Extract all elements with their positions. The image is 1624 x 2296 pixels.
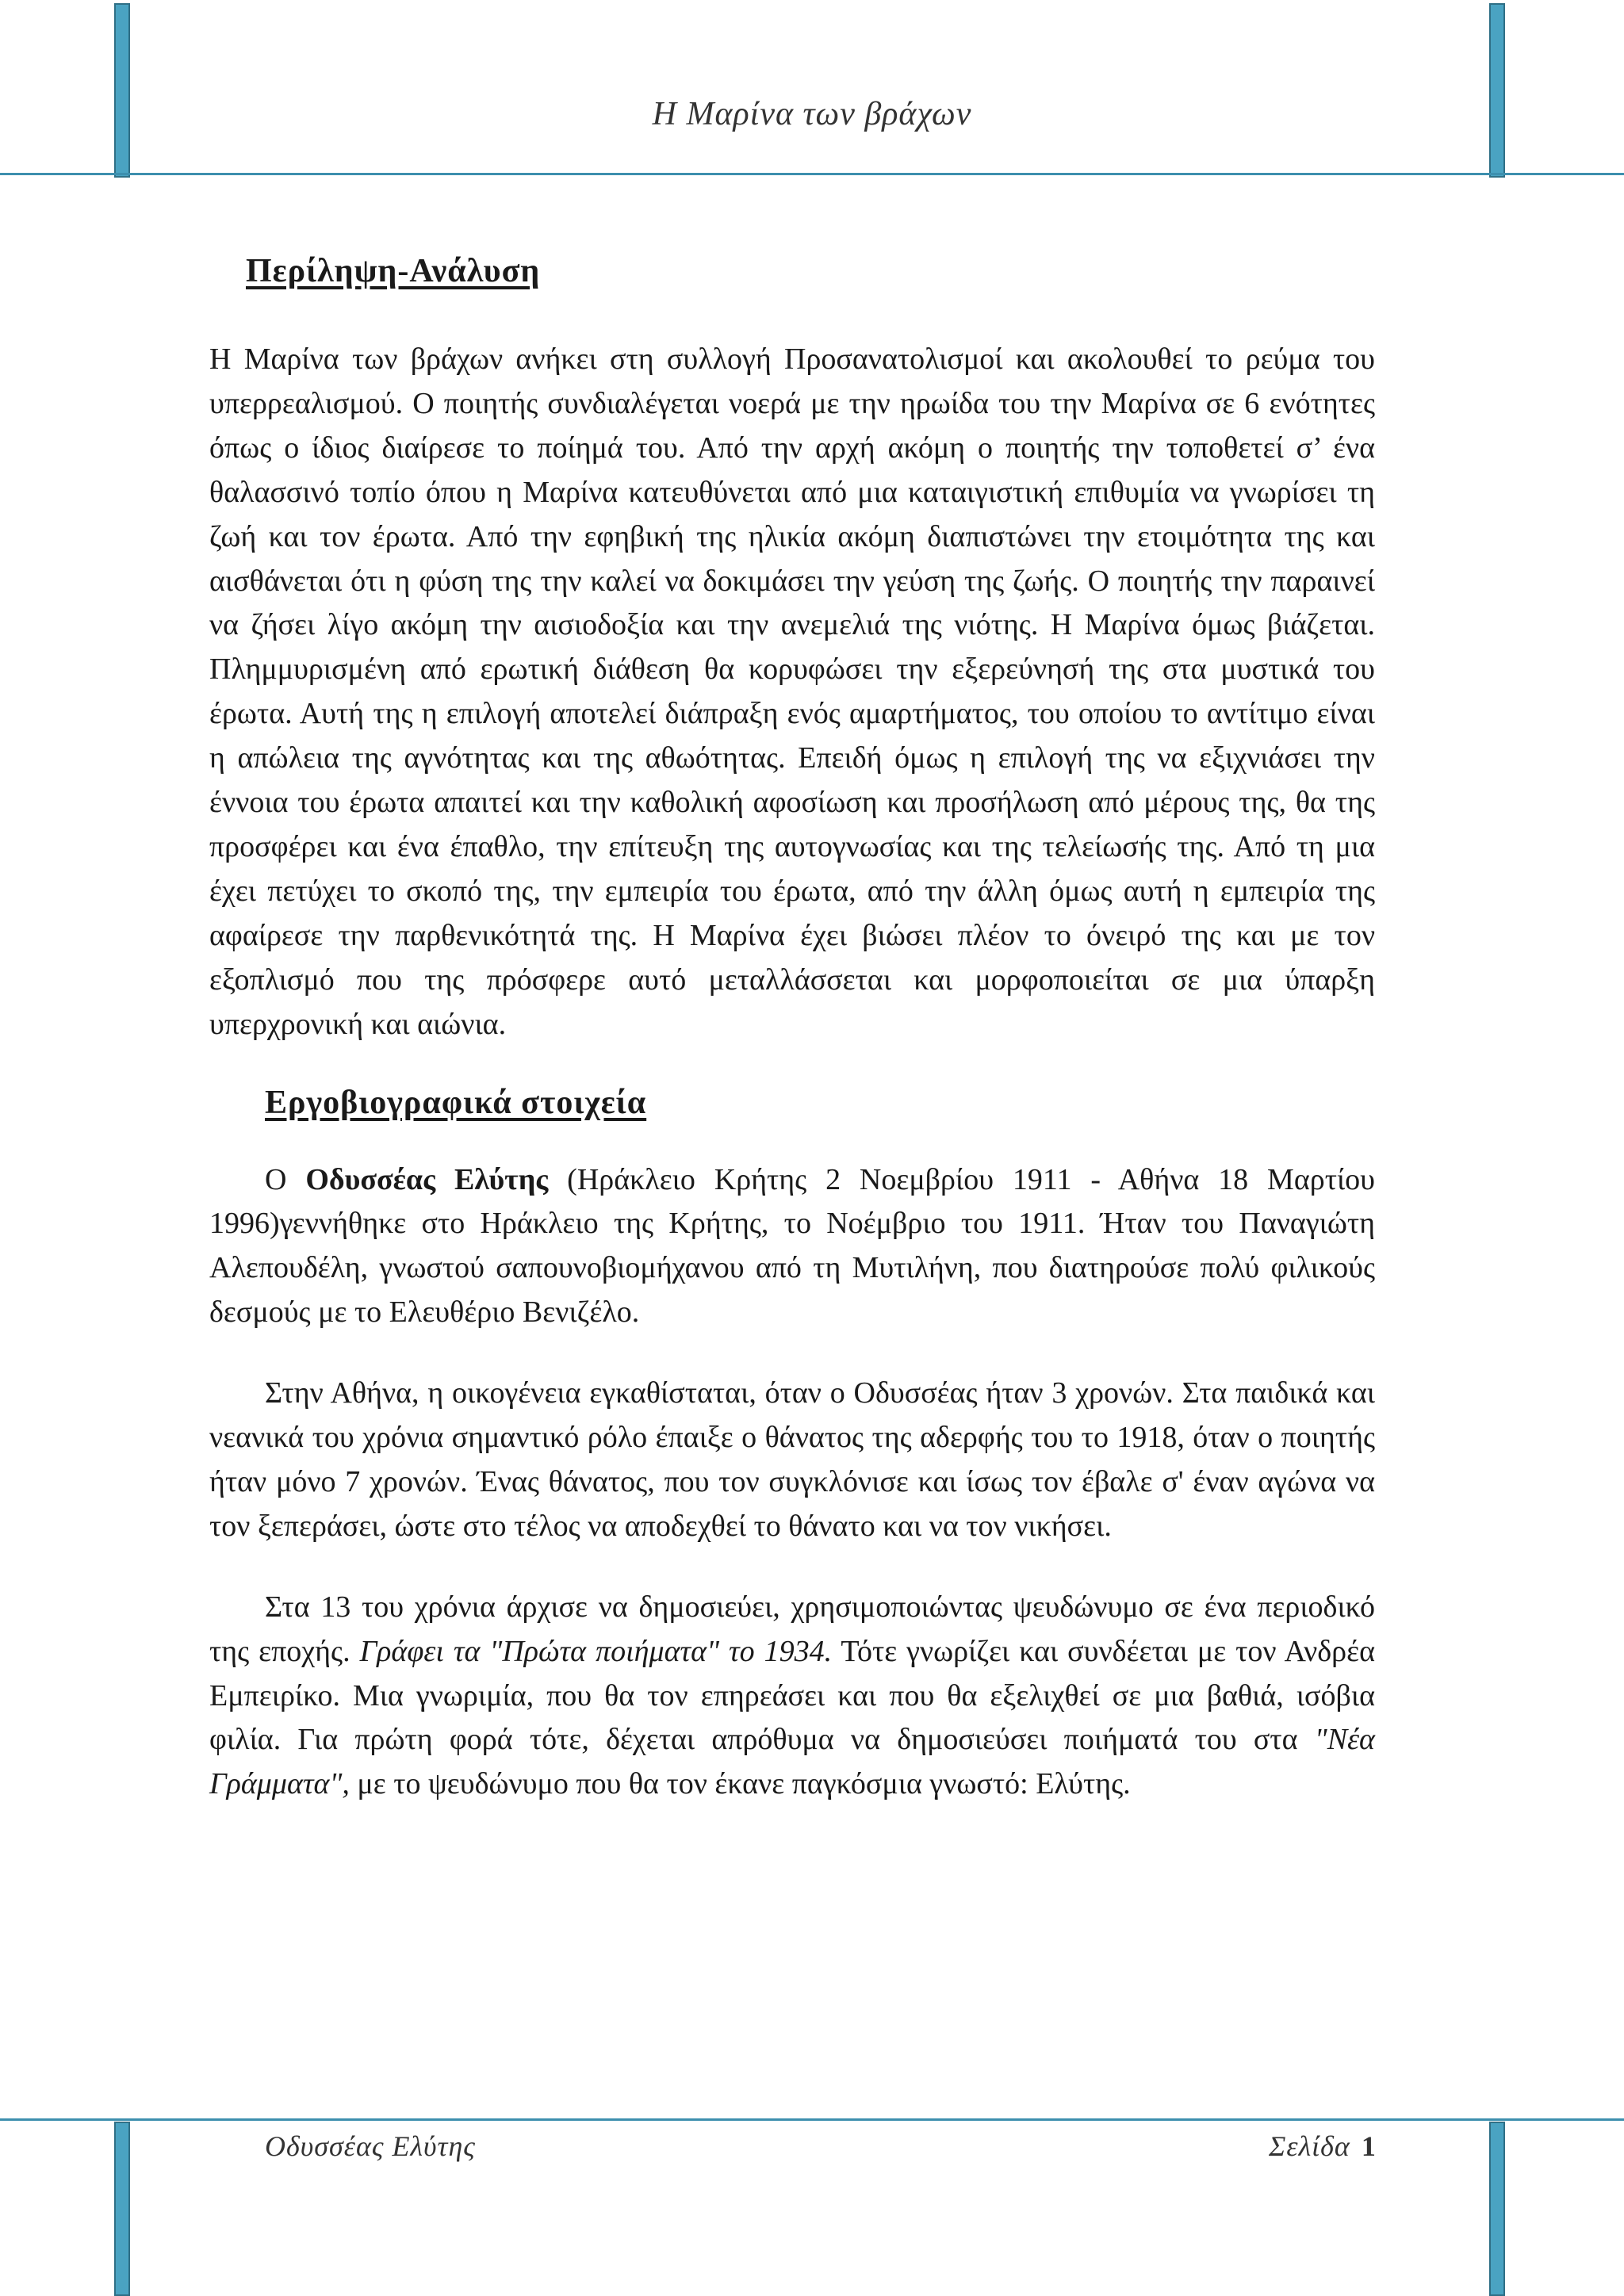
header-rule: [0, 173, 1624, 175]
header-left-bar: [114, 3, 130, 178]
poet-name: Οδυσσέας Ελύτης: [305, 1162, 549, 1196]
page-body: [209, 252, 1375, 1807]
footer-right-bar: [1489, 2122, 1505, 2296]
bio-p3-b: Γράφει τα "Πρώτα ποιήματα" το 1934.: [359, 1634, 833, 1668]
footer-rule: [0, 2118, 1624, 2121]
footer-author: Οδυσσέας Ελύτης: [265, 2130, 476, 2162]
page-header-title: Η Μαρίνα των βράχων: [652, 96, 972, 132]
footer-page: [1269, 2130, 1377, 2163]
summary-paragraph: Η Μαρίνα των βράχων ανήκει στη συλλογή Προσανατολισμοί και ακολουθεί το ρεύμα του υπερρεαλισμού. Ο ποιητής συνδιαλέγεται νοερά με την ηρωίδα του την Μαρίνα σε 6 ενότητες όπως ο ίδιος διαίρεσε το ποίημά του. Από την αρχή ακόμη ο ποιητής την τοποθετεί σ’ ένα θαλασσινό τοπίο όπου η Μαρίνα κατευθύνεται από μια καταιγιστική επιθυμία να γνωρίσει τη ζωή και τον έρωτα. Από την εφηβική της ηλικία ακόμη διαπιστώνει την ετοιμότητα της και αισθάνεται ότι η φύση της την καλεί να δοκιμάσει την γεύση της ζωής. Ο ποιητής την παραινεί να ζήσει λίγο ακόμη την αισιοδοξία και την ανεμελιά της νιότης. Η Μαρίνα όμως βιάζεται. Πλημμυρισμένη από ερωτική διάθεση θα κορυφώσει την εξερεύνησή της στα μυστικά του έρωτα. Αυτή της η επιλογή αποτελεί διάπραξη ενός αμαρτήματος, του οποίου το αντίτιμο είναι η απώλεια της αγνότητας και της αθωότητας. Επειδή όμως η επιλογή της να εξιχνιάσει την έννοια του έρωτα απαιτεί και την καθολική αφοσίωση και προσήλωση από μέρους της, θα της προσφέρει και ένα έπαθλο, την επίτευξη της αυτογνωσίας και της τελείωσής της. Από τη μια έχει πετύχει το σκοπό της, την εμπειρία του έρωτα, από την άλλη όμως αυτή η εμπειρία της αφαίρεσε την παρθενικότητά της. Η Μαρίνα έχει βιώσει πλέον το όνειρό της και με τον εξοπλισμό που της πρόσφερε αυτό μεταλλάσσεται και μορφοποιείται σε μια ύπαρξη υπερχρονική και αιώνια.: [209, 342, 1375, 1041]
footer-page-number: 1: [1361, 2130, 1377, 2162]
bio-p3-e: με το ψευδώνυμο που θα τον έκανε παγκόσμια γνωστό: Ελύτης.: [357, 1767, 1131, 1801]
biography-paragraph-1: [209, 1158, 1375, 1336]
bio-p3-d: "Νέα Γράμματα",: [209, 1723, 1376, 1801]
section-heading-biography: Εργοβιογραφικά στοιχεία: [265, 1084, 647, 1121]
section-heading-summary: Περίληψη-Ανάλυση: [246, 253, 541, 289]
header-right-bar: [1489, 3, 1505, 178]
bio-p3-a: Στα 13 του χρόνια άρχισε να δημοσιεύει, χρησιμοποιώντας ψευδώνυμο σε ένα περιοδικό της εποχής.: [209, 1590, 1375, 1668]
bio-p1-start: Ο: [265, 1162, 287, 1196]
biography-paragraph-2: Στην Αθήνα, η οικογένεια εγκαθίσταται, όταν ο Οδυσσέας ήταν 3 χρονών. Στα παιδικά και νεανικά του χρόνια σημαντικό ρόλο έπαιξε ο θάνατος της αδερφής του το 1918, όταν ο ποιητής ήταν μόνο 7 χρονών. Ένας θάνατος, που τον συγκλόνισε και ίσως τον έβαλε σ' έναν αγώνα να τον ξεπεράσει, ώστε στο τέλος να αποδεχθεί το θάνατο και να τον νικήσει.: [209, 1376, 1375, 1543]
biography-paragraph-3: [209, 1586, 1375, 1808]
footer-page-label: Σελίδα: [1269, 2130, 1350, 2162]
bio-p1-rest: (Ηράκλειο Κρήτης 2 Νοεμβρίου 1911 - Αθήνα 18 Μαρτίου 1996)γεννήθηκε στο Ηράκλειο της Κρήτης, το Νοέμβριο του 1911. Ήταν του Παναγιώτη Αλεπουδέλη, γνωστού σαπουνοβιομήχανου από τη Μυτιλήνη, που διατηρούσε πολύ φιλικούς δεσμούς με το Ελευθέριο Βενιζέλο.: [209, 1162, 1376, 1330]
bio-p3-c: Τότε γνωρίζει και συνδέεται με τον Ανδρέα Εμπειρίκο. Μια γνωριμία, που θα τον επηρεάσει και που θα εξελιχθεί σε μια βαθιά, ισόβια φιλία. Για πρώτη φορά τότε, δέχεται απρόθυμα να δημοσιεύσει ποιήματά του στα: [209, 1634, 1375, 1757]
footer-left-bar: [114, 2122, 130, 2296]
